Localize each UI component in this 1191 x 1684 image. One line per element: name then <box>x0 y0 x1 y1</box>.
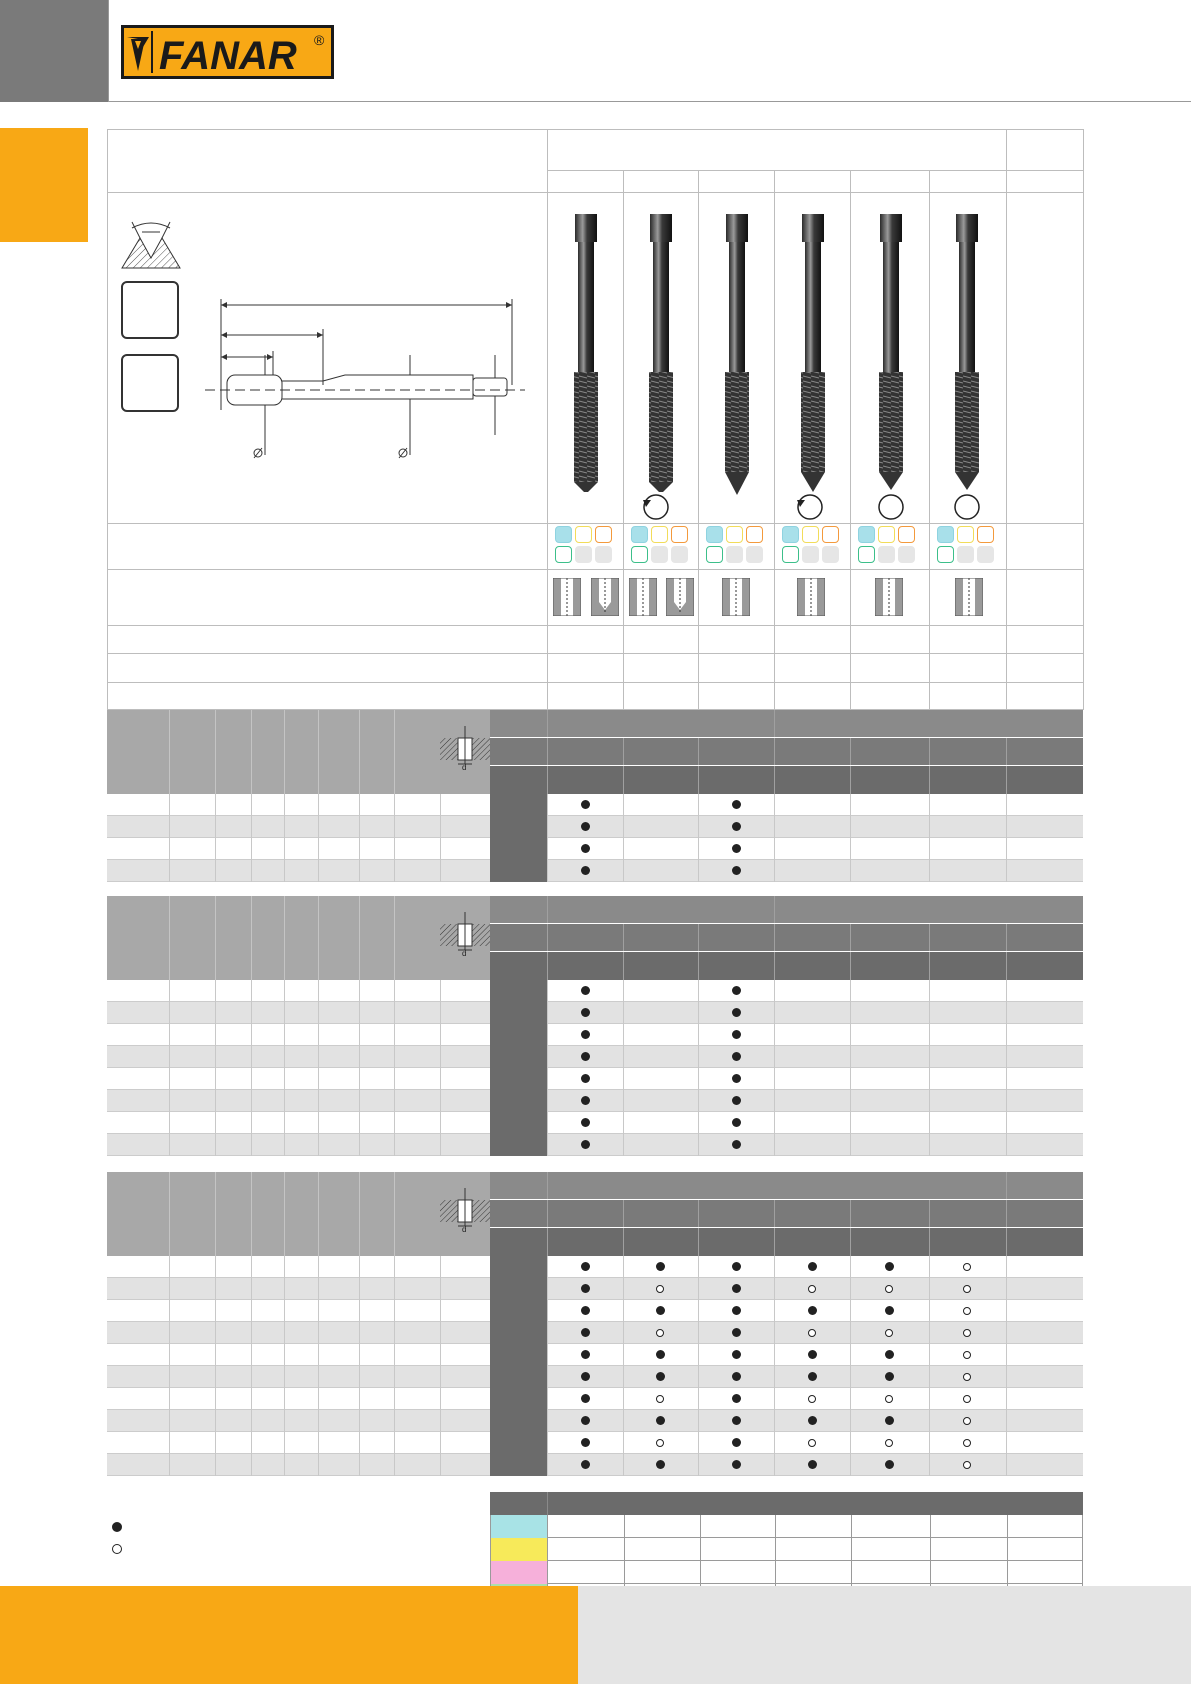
section-header-left <box>107 710 490 794</box>
full-dot-icon <box>581 1118 590 1127</box>
full-dot-icon <box>581 1306 590 1315</box>
code-cell <box>490 1432 547 1454</box>
full-dot-icon <box>808 1416 817 1425</box>
table-row <box>107 1278 1083 1300</box>
table-row <box>107 1068 1083 1090</box>
fanar-logo <box>121 25 334 79</box>
full-dot-icon <box>581 986 590 995</box>
material-chip <box>858 546 875 563</box>
material-chip <box>898 546 915 563</box>
full-dot-icon <box>581 1372 590 1381</box>
hollow-dot-icon <box>885 1285 893 1293</box>
code-cell <box>490 1046 547 1068</box>
material-chip <box>937 546 954 563</box>
full-dot-icon <box>808 1306 817 1315</box>
code-cell <box>490 838 547 860</box>
full-dot-icon <box>581 844 590 853</box>
material-chip <box>802 526 819 543</box>
material-chip <box>631 526 648 543</box>
material-chip <box>878 526 895 543</box>
material-chip <box>782 546 799 563</box>
material-chip <box>555 546 572 563</box>
full-dot-icon <box>732 1262 741 1271</box>
header-rule <box>108 101 1191 102</box>
full-dot-icon <box>656 1350 665 1359</box>
section-header-band <box>490 924 1083 951</box>
material-chip <box>822 546 839 563</box>
table-row <box>107 1366 1083 1388</box>
full-dot-icon <box>885 1262 894 1271</box>
material-chip <box>746 526 763 543</box>
material-chip <box>957 546 974 563</box>
hollow-dot-icon <box>963 1285 971 1293</box>
table-row <box>107 1112 1083 1134</box>
full-dot-icon <box>732 1350 741 1359</box>
material-swatch <box>491 1561 548 1584</box>
material-chip <box>802 546 819 563</box>
section-header-band <box>490 710 1083 737</box>
through-hole-icon <box>629 578 657 616</box>
full-dot-icon <box>808 1460 817 1469</box>
table-row <box>107 980 1083 1002</box>
hole-diameter-icon <box>440 912 490 956</box>
full-dot-icon <box>732 822 741 831</box>
material-chip <box>858 526 875 543</box>
svg-text:d: d <box>462 763 467 770</box>
hollow-dot-icon <box>963 1263 971 1271</box>
material-chip <box>937 526 954 543</box>
code-cell <box>490 1322 547 1344</box>
full-dot-icon <box>732 1096 741 1105</box>
code-cell <box>490 1112 547 1134</box>
full-dot-icon <box>732 1030 741 1039</box>
hollow-dot-icon <box>885 1395 893 1403</box>
code-cell <box>490 1024 547 1046</box>
hollow-dot-icon <box>963 1439 971 1447</box>
full-dot-icon <box>732 1394 741 1403</box>
full-dot-icon <box>732 1118 741 1127</box>
code-cell <box>490 1300 547 1322</box>
hollow-dot-icon <box>808 1285 816 1293</box>
full-dot-icon <box>112 1522 122 1532</box>
code-cell <box>490 1134 547 1156</box>
hollow-dot-icon <box>963 1351 971 1359</box>
full-dot-icon <box>732 1460 741 1469</box>
material-swatch <box>491 1515 548 1538</box>
code-cell <box>490 1090 547 1112</box>
footer-gray <box>578 1586 1191 1684</box>
full-dot-icon <box>656 1460 665 1469</box>
brand-name: FANAR <box>159 34 297 78</box>
material-chip <box>671 526 688 543</box>
full-dot-icon <box>581 1074 590 1083</box>
material-chip <box>595 546 612 563</box>
material-chip <box>651 526 668 543</box>
table-row <box>107 1024 1083 1046</box>
material-chip <box>631 546 648 563</box>
material-chip <box>878 546 895 563</box>
through-hole-icon <box>797 578 825 616</box>
blind-hole-icon <box>591 578 619 616</box>
table-row <box>107 794 1083 816</box>
footer-orange <box>0 1586 578 1684</box>
full-dot-icon <box>656 1306 665 1315</box>
table-row <box>107 1322 1083 1344</box>
table-row <box>107 1256 1083 1278</box>
tap-images <box>547 200 1084 520</box>
code-cell <box>490 1410 547 1432</box>
table-row <box>107 1300 1083 1322</box>
full-dot-icon <box>581 1328 590 1337</box>
full-dot-icon <box>885 1306 894 1315</box>
full-dot-icon <box>732 1074 741 1083</box>
full-dot-icon <box>581 1262 590 1271</box>
full-dot-icon <box>581 1096 590 1105</box>
material-chip <box>651 546 668 563</box>
full-dot-icon <box>732 1438 741 1447</box>
hollow-dot-icon <box>963 1329 971 1337</box>
svg-text:d: d <box>462 949 467 956</box>
table-row <box>107 1388 1083 1410</box>
material-chip <box>726 526 743 543</box>
full-dot-icon <box>732 1052 741 1061</box>
material-chip <box>726 546 743 563</box>
material-table-header <box>490 1492 1083 1515</box>
table-row <box>107 1090 1083 1112</box>
section-header-band <box>490 1228 1083 1256</box>
full-dot-icon <box>885 1460 894 1469</box>
header-gray-block <box>0 0 108 102</box>
full-dot-icon <box>581 1284 590 1293</box>
code-cell <box>490 1256 547 1278</box>
hollow-dot-icon <box>963 1461 971 1469</box>
material-row <box>490 1538 1083 1561</box>
hollow-dot-icon <box>963 1373 971 1381</box>
size-table-2 <box>107 896 1083 1156</box>
full-dot-icon <box>581 800 590 809</box>
section-header-band <box>490 766 1083 794</box>
hole-type-row <box>547 569 1007 625</box>
full-dot-icon <box>581 1140 590 1149</box>
full-dot-icon <box>581 1460 590 1469</box>
section-header-band <box>490 1200 1083 1227</box>
full-dot-icon <box>732 844 741 853</box>
full-dot-icon <box>732 986 741 995</box>
material-chip <box>746 546 763 563</box>
hollow-dot-icon <box>808 1329 816 1337</box>
code-cell <box>490 1388 547 1410</box>
code-cell <box>490 794 547 816</box>
through-hole-icon <box>553 578 581 616</box>
full-dot-icon <box>808 1262 817 1271</box>
svg-text:®: ® <box>314 32 325 48</box>
full-dot-icon <box>732 1008 741 1017</box>
full-dot-icon <box>581 1030 590 1039</box>
code-cell <box>490 1344 547 1366</box>
section-header-left <box>107 896 490 980</box>
standard-box <box>121 281 179 339</box>
hollow-dot-icon <box>808 1395 816 1403</box>
full-dot-icon <box>732 866 741 875</box>
material-row <box>490 1515 1083 1538</box>
tap-5 <box>879 214 903 519</box>
code-cell <box>490 860 547 882</box>
full-dot-icon <box>581 866 590 875</box>
hole-diameter-icon <box>440 1188 490 1232</box>
full-dot-icon <box>732 1372 741 1381</box>
section-header-band <box>490 738 1083 765</box>
tap-3 <box>725 214 749 495</box>
material-chip <box>595 526 612 543</box>
material-chip <box>977 526 994 543</box>
table-row <box>107 1002 1083 1024</box>
hollow-dot-icon <box>885 1329 893 1337</box>
svg-text:d: d <box>462 1225 467 1232</box>
through-hole-icon <box>955 578 983 616</box>
table-row <box>107 838 1083 860</box>
full-dot-icon <box>808 1372 817 1381</box>
table-row <box>107 1410 1083 1432</box>
full-dot-icon <box>581 1350 590 1359</box>
table-row <box>107 816 1083 838</box>
table-row <box>107 1046 1083 1068</box>
size-table-3 <box>107 1172 1083 1476</box>
material-row <box>490 1561 1083 1584</box>
through-hole-icon <box>722 578 750 616</box>
hollow-dot-icon <box>112 1544 122 1554</box>
material-chip <box>977 546 994 563</box>
hollow-dot-icon <box>963 1307 971 1315</box>
full-dot-icon <box>808 1350 817 1359</box>
material-swatch <box>491 1538 548 1561</box>
code-cell <box>490 816 547 838</box>
section-header-band <box>490 896 1083 923</box>
side-tab <box>0 128 88 242</box>
table-row <box>107 860 1083 882</box>
table-row <box>107 1432 1083 1454</box>
full-dot-icon <box>732 1328 741 1337</box>
hollow-dot-icon <box>808 1439 816 1447</box>
full-dot-icon <box>732 1140 741 1149</box>
full-dot-icon <box>581 1394 590 1403</box>
thread-profile-icon <box>120 210 182 270</box>
tap-1 <box>574 214 598 492</box>
size-table-1 <box>107 710 1083 882</box>
code-cell <box>490 1454 547 1476</box>
code-cell <box>490 1366 547 1388</box>
section-header-band <box>490 952 1083 980</box>
hollow-dot-icon <box>656 1395 664 1403</box>
hollow-dot-icon <box>963 1395 971 1403</box>
through-hole-icon <box>875 578 903 616</box>
tap-dimension-drawing <box>205 295 535 465</box>
full-dot-icon <box>656 1416 665 1425</box>
material-chip <box>822 526 839 543</box>
hollow-dot-icon <box>885 1439 893 1447</box>
hollow-dot-icon <box>656 1329 664 1337</box>
full-dot-icon <box>885 1372 894 1381</box>
code-cell <box>490 980 547 1002</box>
section-header-band <box>490 1172 1083 1199</box>
full-dot-icon <box>581 1416 590 1425</box>
material-chip <box>671 546 688 563</box>
code-cell <box>490 1002 547 1024</box>
table-row <box>107 1454 1083 1476</box>
full-dot-icon <box>581 1008 590 1017</box>
tap-2 <box>643 214 673 519</box>
full-dot-icon <box>885 1350 894 1359</box>
full-dot-icon <box>581 1438 590 1447</box>
tap-4 <box>797 214 825 519</box>
tap-6 <box>955 214 979 519</box>
full-dot-icon <box>732 1306 741 1315</box>
full-dot-icon <box>581 822 590 831</box>
blind-hole-icon <box>666 578 694 616</box>
header-divider <box>108 0 109 102</box>
material-chip-row <box>547 523 1007 569</box>
full-dot-icon <box>885 1416 894 1425</box>
hollow-dot-icon <box>656 1285 664 1293</box>
material-chip <box>575 526 592 543</box>
section-header-left <box>107 1172 490 1256</box>
full-dot-icon <box>581 1052 590 1061</box>
code-cell <box>490 1278 547 1300</box>
material-chip <box>706 526 723 543</box>
tolerance-box <box>121 354 179 412</box>
material-chip <box>782 526 799 543</box>
hole-diameter-icon <box>440 726 490 770</box>
code-cell <box>490 1068 547 1090</box>
hollow-dot-icon <box>656 1439 664 1447</box>
table-row <box>107 1134 1083 1156</box>
full-dot-icon <box>732 1416 741 1425</box>
full-dot-icon <box>732 1284 741 1293</box>
full-dot-icon <box>732 800 741 809</box>
material-chip <box>555 526 572 543</box>
material-chip <box>706 546 723 563</box>
hollow-dot-icon <box>963 1417 971 1425</box>
material-chip <box>575 546 592 563</box>
table-row <box>107 1344 1083 1366</box>
material-chip <box>898 526 915 543</box>
full-dot-icon <box>656 1372 665 1381</box>
full-dot-icon <box>656 1262 665 1271</box>
material-chip <box>957 526 974 543</box>
